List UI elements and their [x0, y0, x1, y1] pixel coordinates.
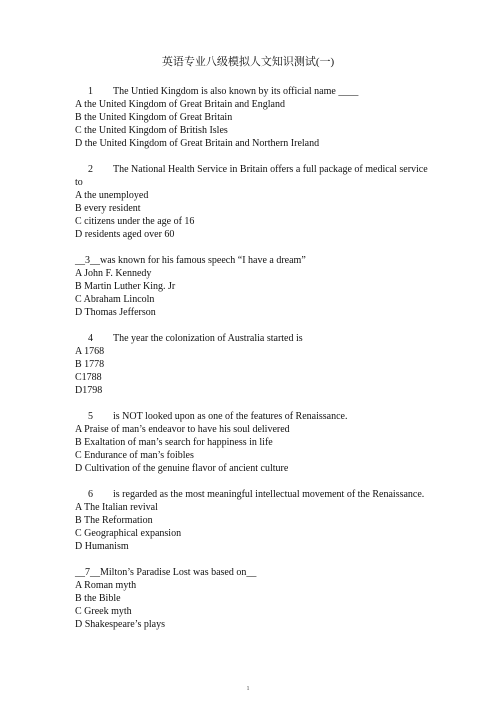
question-3-stem: __3__was known for his famous speech “I have a dream”: [75, 255, 306, 266]
question-6-option-d: D Humanism: [75, 541, 129, 552]
question-1-option-d: D the United Kingdom of Great Britain and Northern Ireland: [75, 138, 320, 149]
question-3-option-c: C Abraham Lincoln: [75, 294, 155, 305]
question-3-option-d: D Thomas Jefferson: [75, 307, 156, 318]
question-2-option-a: A the unemployed: [75, 190, 149, 201]
question-1-option-a: A the United Kingdom of Great Britain and England: [75, 99, 285, 110]
question-2-option-d: D residents aged over 60: [75, 229, 175, 240]
question-number: 4: [88, 333, 93, 344]
question-number: 5: [88, 411, 93, 422]
question-number: 1: [88, 86, 93, 97]
question-6-stem: 6 is regarded as the most meaningful intellectual movement of the Renaissance.: [75, 488, 424, 501]
question-6-option-c: C Geographical expansion: [75, 528, 182, 539]
page-title: 英语专业八级模拟人文知识测试(一): [161, 56, 335, 68]
question-1-option-c: C the United Kingdom of British Isles: [75, 125, 228, 136]
question-5-stem: 5 is NOT looked upon as one of the features of Renaissance.: [75, 410, 347, 423]
question-number: 6: [88, 489, 93, 500]
question-3-option-b: B Martin Luther King. Jr: [75, 281, 176, 292]
question-2-stem: 2 The National Health Service in Britain offers a full package of medical service: [75, 163, 428, 176]
question-4-option-c: C1788: [75, 372, 102, 383]
question-7-stem: __7__Milton’s Paradise Lost was based on__: [75, 567, 257, 578]
question-1-stem: 1 The Untied Kingdom is also known by its official name ____: [75, 85, 358, 98]
question-2-option-c: C citizens under the age of 16: [75, 216, 195, 227]
question-3-option-a: A John F. Kennedy: [75, 268, 152, 279]
question-2-stem-continued: to: [75, 177, 83, 188]
question-4-option-a: A 1768: [75, 346, 105, 357]
question-6-option-a: A The Italian revival: [75, 502, 158, 513]
question-5-option-b: B Exaltation of man’s search for happiness in life: [75, 437, 273, 448]
question-2-option-b: B every resident: [75, 203, 141, 214]
page-number: 1: [246, 686, 250, 692]
question-5-option-a: A Praise of man’s endeavor to have his soul delivered: [75, 424, 290, 435]
question-4-option-b: B 1778: [75, 359, 105, 370]
question-6-option-b: B The Reformation: [75, 515, 153, 526]
question-1-option-b: B the United Kingdom of Great Britain: [75, 112, 233, 123]
question-7-option-c: C Greek myth: [75, 606, 132, 617]
question-7-option-a: A Roman myth: [75, 580, 137, 591]
question-4-option-d: D1798: [75, 385, 103, 396]
question-7-option-b: B the Bible: [75, 593, 121, 604]
question-5-option-c: C Endurance of man’s foibles: [75, 450, 194, 461]
question-number: 2: [88, 164, 93, 175]
question-7-option-d: D Shakespeare’s plays: [75, 619, 165, 630]
question-4-stem: 4 The year the colonization of Australia started is: [75, 332, 303, 345]
question-5-option-d: D Cultivation of the genuine flavor of ancient culture: [75, 463, 289, 474]
